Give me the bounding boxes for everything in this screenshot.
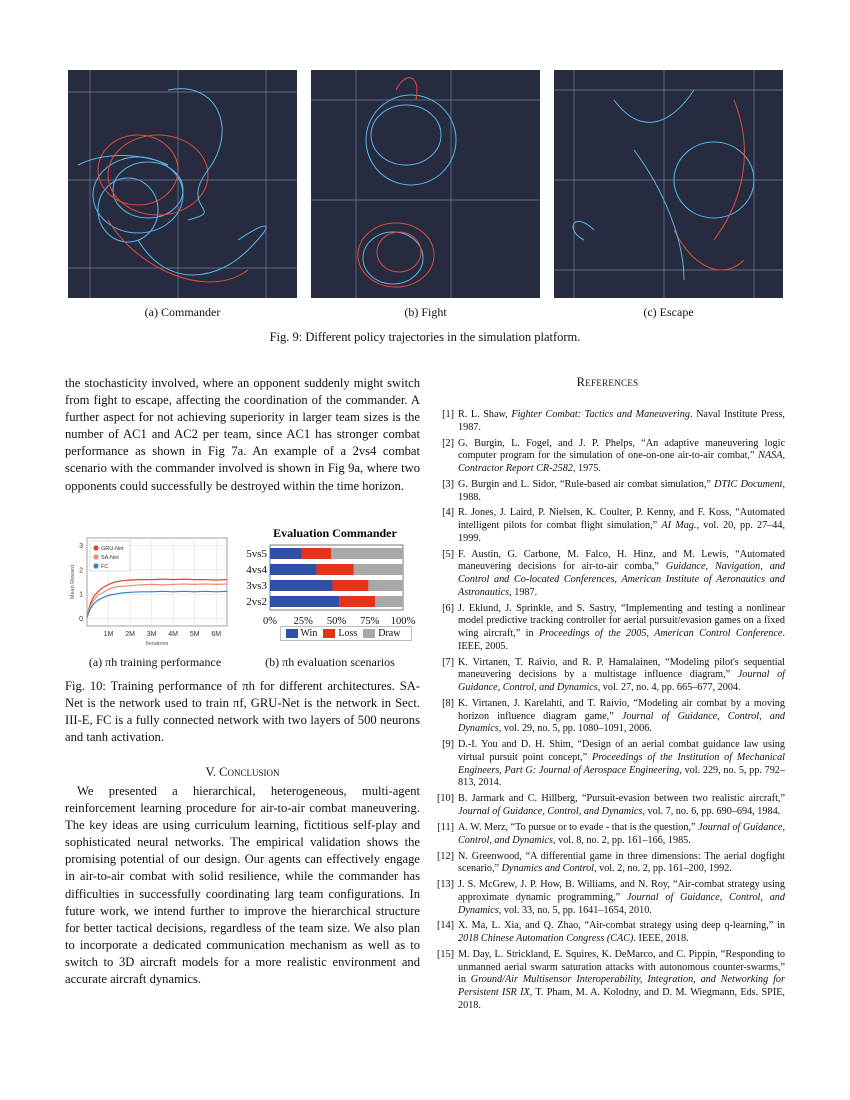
y-tick-label: 2 [79, 567, 83, 575]
x-tick-label: 100% [390, 616, 415, 627]
reference-item [430, 920, 785, 945]
reference-number: [14] [437, 920, 454, 932]
legend-marker [93, 554, 98, 559]
reference-item [430, 879, 785, 917]
body-paragraph-1: the stochasticity involved, where an opponent suddenly might switch from fight to escape, affecting the coordination of the commander. A further aspect for not achieving superiority in larger team sizes is the number of AC1 and AC2 per team, since AC1 has stronger combat performance as shown in Fig 7a. An example of a 2vs4 combat scenario with the commander involved is shown in Fig 9a, where two opponents could successfully be destroyed within the time horizon. [65, 376, 420, 493]
fig10b-chart-title: Evaluation Commander [273, 526, 397, 540]
reference-number: [9] [442, 739, 454, 751]
reference-text: B. Jarmark and C. Hillberg, “Pursuit-evasion between two realistic aircraft,” Journal of Guidance, Control, and Dynamics, vol. 7, no. 6, pp. 690–694, 1984. [458, 793, 785, 818]
reference-number: [10] [437, 793, 454, 805]
fig10a-subcaption: (a) πh training performance [88, 655, 222, 669]
fig10b-legend [280, 626, 412, 641]
reference-number: [15] [437, 949, 454, 961]
reference-item [430, 438, 785, 476]
body-paragraph-conclusion: We presented a hierarchical, heterogeneous, multi-agent reinforcement learning procedure for air-to-air combat maneuvering. The key ideas are using curriculum learning, fictitious self-play and sophisticated neural networks. The empirical validation shows the promising potential of our design. Our agents can effectively engage in air-to-air combat with solid resilience, while the commander has difficulties in successfully coordinating larg team configurations. In future work, we intend further to improve the hierarchical structure for better tactical decisions, regardless of the team size. We also plan to incorporate a dedicated communication mechanism as well as to switch to 3D aircraft models for a more realistic environment and accurate aircraft dynamics. [65, 784, 420, 987]
x-tick-label: 6M [211, 631, 222, 638]
fig9a-subcaption: (a) Commander [144, 305, 221, 319]
x-tick-label: 0% [263, 616, 277, 627]
reference-text: F. Austin, G. Carbone, M. Falco, H. Hinz, and M. Lewis, “Automated maneuvering decisions for air-to-air comba,” Guidance, Navigation, and Control and Co-located Conferences, American Institute of Aeronautics and Astronautics, 1987. [458, 548, 785, 598]
reference-item [430, 603, 785, 654]
reference-number: [6] [442, 602, 454, 614]
reference-text: X. Ma, L. Xia, and Q. Zhao, “Air-combat strategy using deep q-learning,” in 2018 Chinese Automation Congress (CAC). IEEE, 2018. [458, 920, 785, 945]
reference-text: G. Burgin and L. Sidor, “Rule-based air combat simulation,” DTIC Document, 1988. [458, 478, 785, 503]
x-tick-label: 4M [168, 631, 179, 638]
x-tick-label: 25% [293, 616, 313, 627]
bar-draw-3vs3 [368, 580, 403, 591]
reference-number: [5] [442, 548, 454, 560]
reference-item [430, 409, 785, 434]
fig9a-commander-trajectory-image [68, 70, 297, 298]
category-label: 3vs3 [246, 580, 267, 592]
fig9b-fight-trajectory-image [311, 70, 540, 298]
reference-item [430, 507, 785, 545]
x-tick-label: 1M [103, 631, 114, 638]
legend-label: Draw [378, 628, 401, 639]
reference-item [430, 479, 785, 504]
reference-text: K. Virtanen, J. Karelahti, and T. Raivio, “Modeling air combat by a moving horizon influence diagram game,” Journal of Guidance, Control, and Dynamics, vol. 29, no. 5, pp. 1080–1091, 2006. [458, 698, 786, 735]
references-heading: References [576, 375, 639, 389]
legend-swatch [286, 629, 298, 638]
bar-loss-4vs4 [317, 564, 354, 575]
y-tick-label: 1 [79, 591, 83, 599]
category-label: 4vs4 [246, 564, 267, 576]
bar-win-4vs4 [270, 564, 317, 575]
legend-label: Loss [338, 628, 358, 639]
fig9-caption: Fig. 9: Different policy trajectories in the simulation platform. [269, 330, 581, 344]
fig10a-legend [90, 541, 130, 571]
legend-label: Win [300, 628, 318, 639]
category-label: 5vs5 [246, 548, 267, 560]
legend-swatch [323, 629, 335, 638]
reference-text: N. Greenwood, “A differential game in three dimensions: The aerial dogfight scenario,” Dynamics and Control, vol. 2, no. 2, pp. 161–200, 1992. [458, 850, 785, 875]
category-label: 2vs2 [246, 596, 267, 608]
reference-text: J. Eklund, J. Sprinkle, and S. Sastry, “Implementing and testing a nonlinear model predictive tracking controller for aerial pursuit/evasion games on a fixed wing aircraft,” in Proceedings of the 2005, American Control Conference. IEEE, 2005. [458, 602, 785, 652]
bar-loss-2vs2 [339, 596, 375, 607]
fig10a-line-chart [65, 532, 235, 652]
reference-number: [8] [442, 698, 454, 710]
y-axis-label: Mean Reward [70, 564, 76, 600]
legend-item-win [286, 628, 318, 639]
reference-item [430, 549, 785, 600]
reference-item [430, 851, 785, 876]
x-tick-label: 3M [146, 631, 157, 638]
legend-marker [93, 545, 98, 550]
reference-number: [4] [442, 507, 454, 519]
reference-item [430, 657, 785, 695]
legend-label: SA-Net [101, 555, 119, 561]
fig10b-stacked-bar-chart [235, 522, 415, 642]
x-tick-label: 75% [360, 616, 380, 627]
reference-item [430, 793, 785, 818]
bar-win-2vs2 [270, 596, 339, 607]
reference-item [430, 822, 785, 847]
legend-label: GRU-Net [101, 546, 124, 552]
reference-text: M. Day, L. Strickland, E. Squires, K. DeMarco, and C. Pippin, “Responding to unmanned aerial swarm saturation attacks with autonomous counter-swarms,” in Ground/Air Multisensor Interoperability, Integration, and Networking for Persistent ISR IX, T. Pham, M. A. Kolodny, and D. M. Wiegmann, Eds. SPIE, 2018. [458, 949, 785, 1011]
reference-text: D.-I. You and D. H. Shim, “Design of an aerial combat guidance law using virtual pursuit point concept,” Proceedings of the Institution of Mechanical Engineers, Part G: Journal of Aerospace Engineering, vol. 229, no. 5, pp. 792–813, 2014. [458, 739, 785, 789]
legend-item-draw [363, 628, 400, 639]
fig10b-subcaption: (b) πh evaluation scenarios [265, 655, 395, 669]
x-tick-label: 5M [189, 631, 200, 638]
reference-number: [11] [437, 821, 454, 833]
reference-item [430, 739, 785, 790]
x-axis-label: Iterations [145, 641, 169, 647]
reference-item [430, 949, 785, 1013]
reference-number: [2] [442, 437, 454, 449]
x-tick-label: 2M [125, 631, 135, 638]
reference-number: [13] [437, 879, 454, 891]
references-list [430, 409, 785, 1016]
y-tick-label: 3 [79, 542, 83, 550]
bar-win-3vs3 [270, 580, 333, 591]
x-tick-label: 50% [326, 616, 347, 627]
fig9c-escape-trajectory-image [554, 70, 783, 298]
reference-text: J. S. McGrew, J. P. How, B. Williams, and N. Roy, “Air-combat strategy using approximate dynamic programming,” Journal of Guidance, Control, and Dynamics, vol. 33, no. 5, pp. 1641–1654, 2010. [458, 879, 785, 916]
bar-loss-5vs5 [302, 548, 331, 559]
reference-number: [12] [437, 850, 454, 862]
reference-number: [1] [442, 409, 454, 420]
reference-text: G. Burgin, L. Fogel, and J. P. Phelps, “An adaptive maneuvering logic computer program for the simulation of one-on-one air-to-air combat,” NASA, Contractor Report CR-2582, 1975. [458, 437, 785, 474]
bar-loss-3vs3 [333, 580, 369, 591]
legend-swatch [363, 629, 375, 638]
reference-number: [3] [442, 478, 454, 490]
bar-draw-4vs4 [354, 564, 403, 575]
legend-item-loss [323, 628, 357, 639]
fig9b-subcaption: (b) Fight [404, 305, 447, 319]
fig10-caption: Fig. 10: Training performance of πh for different architectures. SA-Net is the network used to train πf, GRU-Net is the network in Sect. III-E, FC is a fully connected network with two layers of 500 neurons and tanh activation. [65, 679, 420, 745]
reference-text: K. Virtanen, T. Raivio, and R. P. Hamalainen, “Modeling pilot's sequential maneuvering decisions by a multistage influence diagram,” Journal of Guidance, Control, and Dynamics, vol. 27, no. 4, pp. 665–677, 2004. [458, 656, 785, 694]
reference-text: R. Jones, J. Laird, P. Nielsen, K. Coulter, P. Kenny, and F. Koss, “Automated intelligent pilots for combat flight simulation,” AI Mag., vol. 20, pp. 27–44, 1999. [458, 507, 785, 544]
bar-draw-5vs5 [331, 548, 403, 559]
legend-marker [93, 563, 98, 568]
reference-number: [7] [442, 656, 454, 668]
reference-item [430, 698, 785, 736]
section-heading-conclusion: V. Conclusion [205, 765, 280, 779]
fig9c-subcaption: (c) Escape [643, 305, 694, 319]
bar-draw-2vs2 [375, 596, 403, 607]
y-tick-label: 0 [79, 616, 83, 624]
bar-win-5vs5 [270, 548, 302, 559]
reference-text: R. L. Shaw, Fighter Combat: Tactics and Maneuvering. Naval Institute Press, 1987. [458, 409, 785, 433]
legend-label: FC [101, 564, 109, 570]
reference-text: A. W. Merz, “To pursue or to evade - that is the question,” Journal of Guidance, Control, and Dynamics, vol. 8, no. 2, pp. 161–166, 1985. [458, 821, 785, 846]
